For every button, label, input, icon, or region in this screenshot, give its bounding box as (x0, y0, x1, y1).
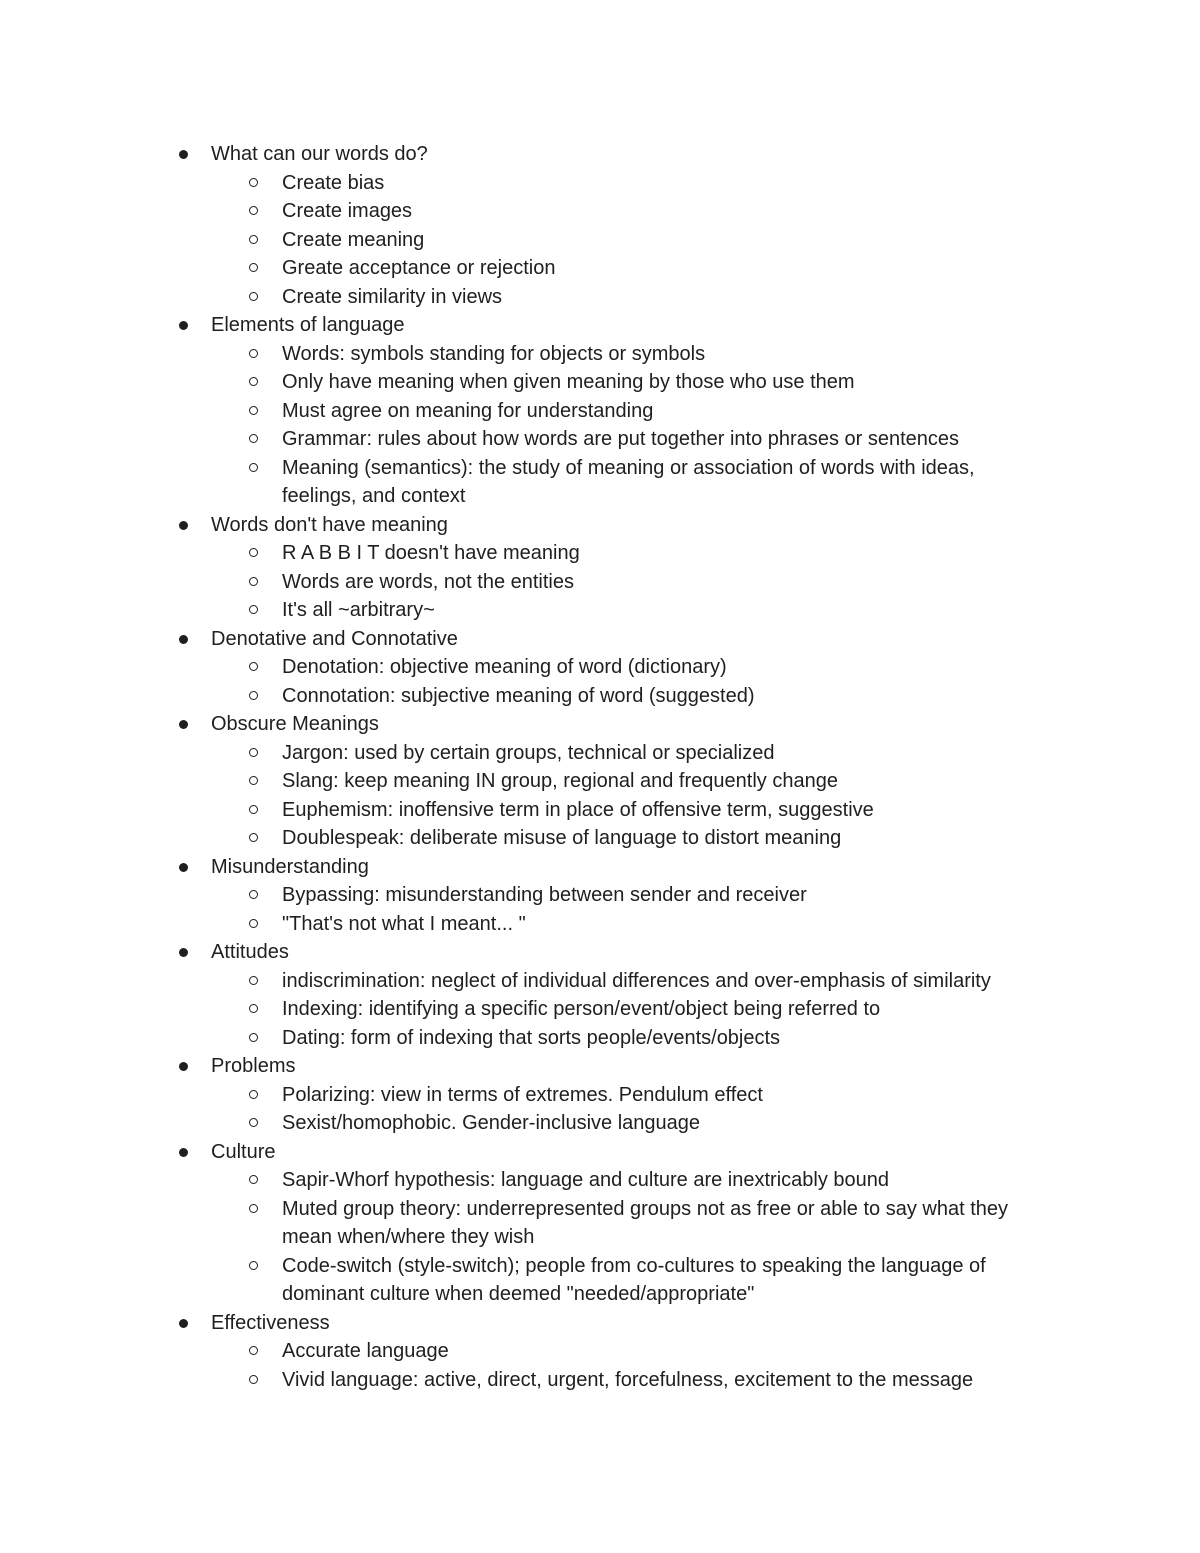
bullet-circle-icon (249, 1118, 258, 1127)
bullet-circle-icon (249, 1204, 258, 1213)
outline-subitem (0, 1166, 1200, 1195)
bullet-circle-icon (249, 748, 258, 757)
outline-subitem (0, 454, 1200, 511)
outline-item-text: Effectiveness (211, 1311, 330, 1334)
outline-subitem (0, 910, 1200, 939)
outline-subitem (0, 340, 1200, 369)
outline-item (0, 853, 1200, 882)
outline-item-text: Problems (211, 1055, 296, 1077)
bullet-disc-icon (179, 1319, 188, 1328)
outline-subitem (0, 397, 1200, 426)
outline-subitem-text: Sapir-Whorf hypothesis: language and culture are inextricably bound (282, 1169, 890, 1191)
outline-item-text: Culture (211, 1140, 276, 1163)
bullet-circle-icon (249, 178, 258, 187)
outline-item (0, 710, 1200, 739)
bullet-circle-icon (249, 263, 258, 272)
outline-item-text: Words don't have meaning (211, 513, 448, 536)
outline-subitem (0, 1024, 1200, 1053)
bullet-circle-icon (249, 548, 258, 557)
bullet-disc-icon (179, 635, 188, 644)
bullet-disc-icon (179, 1062, 188, 1071)
outline-subitem-text: Slang: keep meaning IN group, regional and frequently change (282, 770, 838, 792)
bullet-circle-icon (249, 605, 258, 614)
outline-subitem-text: Grammar: rules about how words are put together into phrases or sentences (282, 428, 960, 450)
outline-item (0, 1138, 1200, 1167)
outline-subitem-text: indiscrimination: neglect of individual differences and over-emphasis of similarity (282, 969, 991, 992)
outline-subitem-text: Accurate language (282, 1340, 449, 1362)
outline-subitem-text: Polarizing: view in terms of extremes. Pendulum effect (282, 1083, 763, 1106)
outline-item-text: Obscure Meanings (211, 713, 379, 735)
outline-subitem (0, 1252, 1200, 1309)
outline-subitem (0, 1109, 1200, 1138)
outline-subitem-text: Muted group theory: underrepresented groups not as free or able to say what they mean when/where they wish (282, 1197, 1008, 1248)
bullet-circle-icon (249, 1346, 258, 1355)
outline-subitem-text: Meaning (semantics): the study of meaning or association of words with ideas, feelings, and context (282, 456, 975, 507)
outline-subitem-text: "That's not what I meant... " (282, 912, 526, 935)
outline-subitem (0, 824, 1200, 853)
bullet-disc-icon (179, 948, 188, 957)
outline-item (0, 511, 1200, 540)
outline-subitem (0, 254, 1200, 283)
outline-item (0, 1309, 1200, 1338)
bullet-circle-icon (249, 1175, 258, 1184)
outline-subitem (0, 283, 1200, 312)
bullet-circle-icon (249, 833, 258, 842)
outline-subitem-text: Code-switch (style-switch); people from co-cultures to speaking the language of dominant culture when deemed "needed/appropriate" (282, 1254, 986, 1305)
outline-subitem-text: Denotation: objective meaning of word (dictionary) (282, 656, 727, 678)
outline-subitem-text: Create similarity in views (282, 285, 503, 308)
outline-subitem (0, 1081, 1200, 1110)
bullet-circle-icon (249, 776, 258, 785)
outline-subitem (0, 881, 1200, 910)
bullet-disc-icon (179, 321, 188, 330)
outline-subitem (0, 197, 1200, 226)
bullet-circle-icon (249, 235, 258, 244)
outline-subitem (0, 1337, 1200, 1366)
outline-item (0, 1052, 1200, 1081)
outline-subitem-text: Create meaning (282, 228, 425, 251)
bullet-circle-icon (249, 890, 258, 899)
bullet-circle-icon (249, 577, 258, 586)
outline-subitem (0, 368, 1200, 397)
outline-subitem-text: Doublespeak: deliberate misuse of language to distort meaning (282, 827, 842, 849)
bullet-circle-icon (249, 919, 258, 928)
outline-item (0, 140, 1200, 169)
bullet-disc-icon (179, 150, 188, 159)
bullet-circle-icon (249, 1033, 258, 1042)
outline-subitem-text: Create bias (282, 171, 385, 194)
outline-subitem (0, 967, 1200, 996)
outline-item-text: Attitudes (211, 941, 289, 963)
outline-item-text: Elements of language (211, 314, 405, 336)
bullet-circle-icon (249, 377, 258, 386)
outline-subitem (0, 682, 1200, 711)
outline-item (0, 311, 1200, 340)
bullet-circle-icon (249, 1004, 258, 1013)
outline-subitem-text: R A B B I T doesn't have meaning (282, 542, 580, 564)
outline-item-text: Misunderstanding (211, 855, 369, 878)
bullet-circle-icon (249, 976, 258, 985)
outline-subitem-text: Create images (282, 200, 413, 222)
outline-item (0, 938, 1200, 967)
outline-item (0, 625, 1200, 654)
bullet-circle-icon (249, 1090, 258, 1099)
outline-subitem (0, 739, 1200, 768)
bullet-disc-icon (179, 720, 188, 729)
bullet-circle-icon (249, 349, 258, 358)
bullet-circle-icon (249, 805, 258, 814)
outline-subitem (0, 226, 1200, 255)
outline-subitem-text: Jargon: used by certain groups, technical or specialized (282, 741, 775, 764)
outline-subitem (0, 596, 1200, 625)
outline-subitem-text: Vivid language: active, direct, urgent, forcefulness, excitement to the message (282, 1368, 974, 1391)
outline-subitem-text: Must agree on meaning for understanding (282, 399, 654, 422)
bullet-disc-icon (179, 863, 188, 872)
outline-subitem (0, 539, 1200, 568)
outline-subitem-text: Dating: form of indexing that sorts people/events/objects (282, 1026, 781, 1049)
outline-subitem-text: It's all ~arbitrary~ (282, 599, 435, 621)
outline-item-text: Denotative and Connotative (211, 627, 458, 650)
bullet-circle-icon (249, 691, 258, 700)
outline-subitem-text: Greate acceptance or rejection (282, 257, 556, 279)
outline-subitem-text: Only have meaning when given meaning by those who use them (282, 371, 855, 393)
bullet-circle-icon (249, 434, 258, 443)
outline-subitem-text: Indexing: identifying a specific person/event/object being referred to (282, 998, 881, 1020)
outline-subitem (0, 169, 1200, 198)
bullet-circle-icon (249, 1375, 258, 1384)
bullet-disc-icon (179, 1148, 188, 1157)
outline-subitem-text: Bypassing: misunderstanding between sender and receiver (282, 884, 807, 906)
outline-subitem-text: Connotation: subjective meaning of word (suggested) (282, 684, 755, 707)
outline-subitem (0, 796, 1200, 825)
bullet-circle-icon (249, 463, 258, 472)
outline-item-text: What can our words do? (211, 143, 428, 165)
bullet-circle-icon (249, 662, 258, 671)
bullet-circle-icon (249, 206, 258, 215)
outline-subitem (0, 1195, 1200, 1252)
bullet-circle-icon (249, 406, 258, 415)
outline-subitem-text: Sexist/homophobic. Gender-inclusive language (282, 1112, 701, 1134)
outline-subitem (0, 995, 1200, 1024)
outline-subitem (0, 653, 1200, 682)
outline-subitem (0, 767, 1200, 796)
outline-subitem (0, 1366, 1200, 1395)
notes-outline (0, 140, 1200, 1394)
bullet-circle-icon (249, 1261, 258, 1270)
outline-subitem-text: Euphemism: inoffensive term in place of offensive term, suggestive (282, 798, 874, 821)
bullet-circle-icon (249, 292, 258, 301)
bullet-disc-icon (179, 521, 188, 530)
outline-subitem (0, 425, 1200, 454)
outline-subitem-text: Words are words, not the entities (282, 570, 574, 593)
outline-subitem-text: Words: symbols standing for objects or symbols (282, 342, 706, 365)
outline-subitem (0, 568, 1200, 597)
